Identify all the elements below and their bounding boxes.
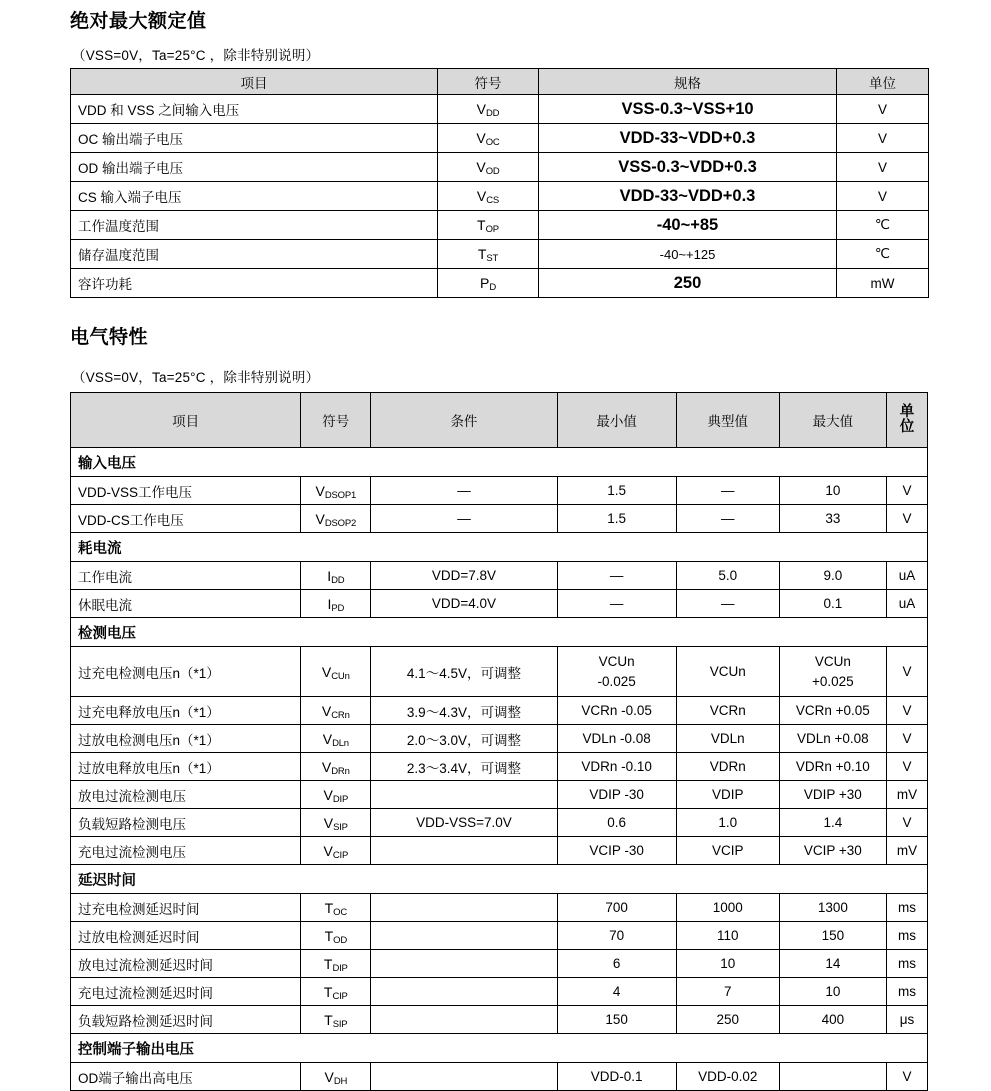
- cell-max: VDLn +0.08: [779, 725, 886, 753]
- symbol-subscript: DIP: [332, 793, 349, 805]
- cell-min: —: [557, 590, 676, 618]
- cell-item: VDD-CS工作电压: [71, 505, 301, 533]
- cell-item: 充电过流检测电压: [71, 837, 301, 865]
- cell-unit: mV: [886, 781, 927, 809]
- cell-min: 70: [557, 922, 676, 950]
- cell-unit: V: [886, 809, 927, 837]
- cell-symbol: [301, 562, 371, 590]
- cell-typ: 1.0: [676, 809, 779, 837]
- section-title-absolute-maximum-ratings: 绝对最大额定值: [70, 11, 207, 32]
- table-header-row: [71, 69, 929, 95]
- table-row: [71, 950, 928, 978]
- cell-max: VCRn +0.05: [779, 697, 886, 725]
- cell-min: [557, 647, 676, 697]
- cell-item: 过放电检测延迟时间: [71, 922, 301, 950]
- symbol-text: $T_{OP}$: [477, 217, 499, 235]
- cell-item: 放电过流检测延迟时间: [71, 950, 301, 978]
- column-header-spec: 规格: [539, 69, 837, 95]
- electrical-characteristics-table: [70, 392, 928, 1091]
- cell-typ: VDLn: [676, 725, 779, 753]
- symbol-subscript: CIP: [332, 849, 349, 861]
- cell-symbol: [438, 211, 539, 240]
- cell-max: 10: [779, 978, 886, 1006]
- cell-min: —: [557, 562, 676, 590]
- cell-item: 容许功耗: [71, 269, 438, 298]
- cell-unit: V: [837, 182, 929, 211]
- cell-min: 0.6: [557, 809, 676, 837]
- cell-unit: uA: [886, 590, 927, 618]
- table-row: [71, 124, 929, 153]
- group-label: 检测电压: [71, 618, 928, 647]
- cell-unit: ℃: [837, 240, 929, 269]
- cell-symbol: [301, 837, 371, 865]
- cell-max: 400: [779, 1006, 886, 1034]
- cell-condition: [371, 1006, 557, 1034]
- column-header-item: 项目: [71, 393, 301, 448]
- symbol-text: $V_{CIP}$: [323, 842, 349, 861]
- cell-min: VDRn -0.10: [557, 753, 676, 781]
- cell-spec: -40~+85: [539, 211, 837, 240]
- column-header-max: 最大值: [779, 393, 886, 448]
- cell-condition: [371, 1063, 557, 1091]
- cell-typ: VDD-0.02: [676, 1063, 779, 1091]
- cell-typ: —: [676, 477, 779, 505]
- group-label: 耗电流: [71, 533, 928, 562]
- column-header-typ: 典型值: [676, 393, 779, 448]
- cell-item: 负载短路检测延迟时间: [71, 1006, 301, 1034]
- table-row: [71, 781, 928, 809]
- table-row: [71, 211, 929, 240]
- cell-symbol: [438, 95, 539, 124]
- cell-symbol: [301, 922, 371, 950]
- cell-symbol: [301, 978, 371, 1006]
- cell-item: 过放电检测电压n（*1）: [71, 725, 301, 753]
- cell-symbol: [438, 240, 539, 269]
- cell-condition: [371, 978, 557, 1006]
- symbol-subscript: OD: [333, 934, 348, 946]
- cell-symbol: [438, 269, 539, 298]
- cell-unit: ms: [886, 950, 927, 978]
- cell-symbol: [301, 809, 371, 837]
- cell-spec: VSS-0.3~VSS+10: [539, 95, 837, 124]
- symbol-text: $T_{OD}$: [324, 927, 348, 946]
- cell-min: 4: [557, 978, 676, 1006]
- cell-max: [779, 1063, 886, 1091]
- cell-item: 工作电流: [71, 562, 301, 590]
- cell-symbol: [301, 697, 371, 725]
- cell-item: 过充电检测延迟时间: [71, 894, 301, 922]
- cell-symbol: [438, 124, 539, 153]
- cell-condition: VDD=7.8V: [371, 562, 557, 590]
- cell-condition: VDD=4.0V: [371, 590, 557, 618]
- symbol-subscript: DD: [486, 108, 500, 119]
- table-row: [71, 1006, 928, 1034]
- cell-condition: 4.1～4.5V，可调整: [371, 647, 557, 697]
- cell-item: OC 输出端子电压: [71, 124, 438, 153]
- table-row: [71, 269, 929, 298]
- symbol-subscript: DD: [331, 574, 345, 586]
- cell-typ: 10: [676, 950, 779, 978]
- symbol-text: $V_{SIP}$: [323, 814, 348, 833]
- cell-unit: ms: [886, 922, 927, 950]
- cell-unit: ms: [886, 894, 927, 922]
- cell-unit: V: [886, 477, 927, 505]
- cell-spec: VSS-0.3~VDD+0.3: [539, 153, 837, 182]
- table-row: [71, 697, 928, 725]
- cell-max: [779, 647, 886, 697]
- table-row: [71, 562, 928, 590]
- table-row: [71, 1063, 928, 1091]
- symbol-text: $V_{DRn}$: [321, 758, 350, 777]
- section-note-absolute-maximum-ratings: （VSS=0V，Ta=25°C ，除非特别说明）: [72, 48, 320, 63]
- cell-max-line-1: VCUn: [814, 653, 851, 669]
- unit-header-line-2: 位: [899, 419, 915, 435]
- cell-min: VDD-0.1: [557, 1063, 676, 1091]
- cell-spec: VDD-33~VDD+0.3: [539, 124, 837, 153]
- cell-min: VDLn -0.08: [557, 725, 676, 753]
- cell-item: VDD-VSS工作电压: [71, 477, 301, 505]
- cell-typ: VCUn: [676, 647, 779, 697]
- cell-unit: V: [886, 1063, 927, 1091]
- cell-condition: —: [371, 477, 557, 505]
- cell-item: OD端子输出高电压: [71, 1063, 301, 1091]
- cell-item: VDD 和 VSS 之间输入电压: [71, 95, 438, 124]
- cell-item: CS 输入端子电压: [71, 182, 438, 211]
- cell-item: 过充电释放电压n（*1）: [71, 697, 301, 725]
- cell-typ: —: [676, 590, 779, 618]
- cell-unit: V: [886, 725, 927, 753]
- cell-symbol: [301, 1063, 371, 1091]
- symbol-subscript: OP: [485, 224, 499, 235]
- cell-max: 150: [779, 922, 886, 950]
- cell-unit: ms: [886, 978, 927, 1006]
- cell-max: 1300: [779, 894, 886, 922]
- cell-condition: VDD-VSS=7.0V: [371, 809, 557, 837]
- column-header-condition: 条件: [371, 393, 557, 448]
- cell-typ: VDIP: [676, 781, 779, 809]
- table-row: [71, 809, 928, 837]
- table-row: [71, 240, 929, 269]
- group-label: 控制端子输出电压: [71, 1034, 928, 1063]
- cell-unit: uA: [886, 562, 927, 590]
- symbol-subscript: DLn: [332, 737, 349, 749]
- cell-condition: [371, 922, 557, 950]
- cell-symbol: [301, 505, 371, 533]
- symbol-subscript: DRn: [331, 765, 350, 777]
- unit-header-line-1: 单: [899, 403, 915, 420]
- cell-item: OD 输出端子电压: [71, 153, 438, 182]
- table-row: [71, 837, 928, 865]
- symbol-text: $P_D$: [479, 275, 496, 293]
- symbol-subscript: SIP: [333, 821, 348, 833]
- symbol-subscript: DSOP2: [324, 517, 357, 529]
- cell-typ: VCIP: [676, 837, 779, 865]
- cell-max: 10: [779, 477, 886, 505]
- cell-typ: VCRn: [676, 697, 779, 725]
- cell-item: 放电过流检测电压: [71, 781, 301, 809]
- table-row: [71, 725, 928, 753]
- symbol-text: $V_{CUn}$: [321, 663, 350, 682]
- table-row: [71, 153, 929, 182]
- group-label: 输入电压: [71, 448, 928, 477]
- absolute-maximum-ratings-table: [70, 68, 929, 298]
- group-label: 延迟时间: [71, 865, 928, 894]
- cell-typ: 1000: [676, 894, 779, 922]
- cell-typ: 250: [676, 1006, 779, 1034]
- cell-symbol: [301, 894, 371, 922]
- cell-typ: 5.0: [676, 562, 779, 590]
- cell-min: VDIP -30: [557, 781, 676, 809]
- cell-max: 33: [779, 505, 886, 533]
- cell-max: VCIP +30: [779, 837, 886, 865]
- cell-min: 150: [557, 1006, 676, 1034]
- cell-unit: V: [886, 505, 927, 533]
- symbol-subscript: DH: [333, 1075, 348, 1087]
- table-row: [71, 505, 928, 533]
- cell-item: 过充电检测电压n（*1）: [71, 647, 301, 697]
- cell-min: 1.5: [557, 477, 676, 505]
- cell-unit: V: [837, 95, 929, 124]
- cell-spec: 250: [539, 269, 837, 298]
- cell-unit: mW: [837, 269, 929, 298]
- cell-spec: -40~+125: [539, 240, 837, 269]
- table-group-row: [71, 618, 928, 647]
- cell-item: 充电过流检测延迟时间: [71, 978, 301, 1006]
- table-row: [71, 647, 928, 697]
- symbol-text: $V_{CRn}$: [321, 702, 350, 721]
- table-group-row: [71, 448, 928, 477]
- table-group-row: [71, 1034, 928, 1063]
- cell-unit: V: [837, 124, 929, 153]
- symbol-text: $V_{DH}$: [324, 1068, 348, 1087]
- table-row: [71, 922, 928, 950]
- cell-max: 0.1: [779, 590, 886, 618]
- cell-symbol: [438, 153, 539, 182]
- symbol-text: $V_{OD}$: [476, 159, 500, 177]
- symbol-text: $V_{OC}$: [476, 130, 500, 148]
- symbol-subscript: DIP: [332, 962, 348, 974]
- cell-typ: VDRn: [676, 753, 779, 781]
- table-row: [71, 477, 928, 505]
- cell-max-line-2: +0.025: [812, 673, 854, 689]
- cell-unit: V: [886, 647, 927, 697]
- cell-unit: ℃: [837, 211, 929, 240]
- table-row: [71, 95, 929, 124]
- cell-item: 过放电释放电压n（*1）: [71, 753, 301, 781]
- cell-item: 负载短路检测电压: [71, 809, 301, 837]
- symbol-subscript: CRn: [331, 709, 350, 721]
- symbol-subscript: ST: [486, 253, 499, 264]
- symbol-text: $T_{ST}$: [477, 246, 499, 264]
- symbol-text: $V_{DSOP1}$: [315, 482, 357, 501]
- cell-max: 9.0: [779, 562, 886, 590]
- cell-min-line-2: -0.025: [597, 673, 636, 689]
- cell-condition: 3.9～4.3V，可调整: [371, 697, 557, 725]
- cell-item: 工作温度范围: [71, 211, 438, 240]
- table-group-row: [71, 865, 928, 894]
- cell-unit: mV: [886, 837, 927, 865]
- symbol-subscript: D: [489, 282, 496, 293]
- cell-unit: V: [886, 697, 927, 725]
- cell-unit: V: [886, 753, 927, 781]
- cell-condition: [371, 894, 557, 922]
- cell-max: VDRn +0.10: [779, 753, 886, 781]
- symbol-subscript: SIP: [332, 1018, 348, 1030]
- table-group-row: [71, 533, 928, 562]
- symbol-subscript: PD: [331, 602, 345, 614]
- cell-typ: 7: [676, 978, 779, 1006]
- cell-typ: 110: [676, 922, 779, 950]
- column-header-symbol: 符号: [301, 393, 371, 448]
- symbol-subscript: CS: [486, 195, 500, 206]
- cell-symbol: [301, 753, 371, 781]
- cell-condition: 2.0～3.0V，可调整: [371, 725, 557, 753]
- cell-symbol: [438, 182, 539, 211]
- cell-max: VDIP +30: [779, 781, 886, 809]
- column-header-unit: 单位: [837, 69, 929, 95]
- cell-spec: VDD-33~VDD+0.3: [539, 182, 837, 211]
- cell-condition: —: [371, 505, 557, 533]
- symbol-text: $T_{OC}$: [324, 899, 348, 918]
- cell-condition: [371, 781, 557, 809]
- cell-min: 1.5: [557, 505, 676, 533]
- cell-condition: [371, 837, 557, 865]
- cell-condition: 2.3～3.4V，可调整: [371, 753, 557, 781]
- table-row: [71, 182, 929, 211]
- cell-item: 储存温度范围: [71, 240, 438, 269]
- table-header-row: [71, 393, 928, 448]
- symbol-text: $V_{DLn}$: [322, 730, 349, 749]
- symbol-text: $T_{CIP}$: [323, 983, 348, 1002]
- cell-min: VCIP -30: [557, 837, 676, 865]
- column-header-unit: [886, 393, 927, 448]
- column-header-symbol: 符号: [438, 69, 539, 95]
- table-row: [71, 590, 928, 618]
- symbol-text: $I_{DD}$: [327, 567, 345, 586]
- table-row: [71, 894, 928, 922]
- symbol-subscript: OC: [333, 906, 348, 918]
- cell-typ: —: [676, 505, 779, 533]
- symbol-subscript: CUn: [331, 670, 350, 682]
- cell-symbol: [301, 647, 371, 697]
- symbol-text: $T_{DIP}$: [323, 955, 348, 974]
- cell-symbol: [301, 477, 371, 505]
- cell-min: VCRn -0.05: [557, 697, 676, 725]
- symbol-subscript: DSOP1: [324, 489, 357, 501]
- cell-max: 1.4: [779, 809, 886, 837]
- symbol-text: $V_{DIP}$: [323, 786, 349, 805]
- symbol-text: $T_{SIP}$: [324, 1011, 348, 1030]
- cell-item: 休眠电流: [71, 590, 301, 618]
- section-title-electrical-characteristics: 电气特性: [70, 327, 149, 348]
- cell-symbol: [301, 781, 371, 809]
- symbol-text: $V_{CS}$: [476, 188, 500, 206]
- cell-symbol: [301, 725, 371, 753]
- cell-unit: V: [837, 153, 929, 182]
- column-header-item: 项目: [71, 69, 438, 95]
- symbol-subscript: OD: [485, 166, 500, 177]
- column-header-min: 最小值: [557, 393, 676, 448]
- cell-min: 6: [557, 950, 676, 978]
- symbol-subscript: CIP: [332, 990, 348, 1002]
- section-note-electrical-characteristics: （VSS=0V，Ta=25°C ，除非特别说明）: [72, 370, 320, 385]
- table-row: [71, 753, 928, 781]
- cell-min: 700: [557, 894, 676, 922]
- cell-symbol: [301, 950, 371, 978]
- symbol-text: $V_{DSOP2}$: [315, 510, 357, 529]
- cell-max: 14: [779, 950, 886, 978]
- table-row: [71, 978, 928, 1006]
- cell-unit: μs: [886, 1006, 927, 1034]
- symbol-subscript: OC: [485, 137, 500, 148]
- symbol-text: $I_{PD}$: [327, 595, 345, 614]
- cell-condition: [371, 950, 557, 978]
- symbol-text: $V_{DD}$: [476, 101, 500, 119]
- cell-min-line-1: VCUn: [598, 653, 635, 669]
- cell-symbol: [301, 1006, 371, 1034]
- cell-symbol: [301, 590, 371, 618]
